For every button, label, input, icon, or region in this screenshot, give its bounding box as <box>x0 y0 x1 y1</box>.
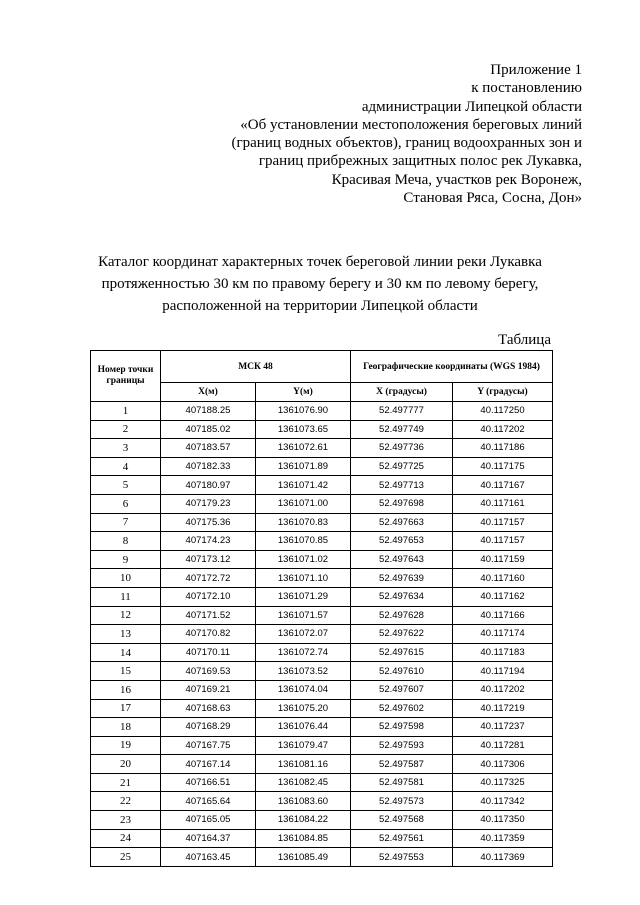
table-row <box>91 532 553 551</box>
table-row <box>91 699 553 718</box>
x-degrees-cell: 52.497643 <box>351 550 453 569</box>
y-meters-cell: 1361071.00 <box>256 494 351 513</box>
appendix-line: границ прибрежных защитных полос рек Лукавка, <box>258 153 582 170</box>
x-meters-cell: 407164.37 <box>161 829 256 848</box>
table-row <box>91 736 553 755</box>
appendix-header <box>162 61 582 207</box>
x-meters-cell: 407172.10 <box>161 587 256 606</box>
x-meters-cell: 407167.75 <box>161 736 256 755</box>
y-degrees-cell: 40.117359 <box>453 829 553 848</box>
header-point-number: Номер точки границы <box>91 351 161 402</box>
x-meters-cell: 407171.52 <box>161 606 256 625</box>
x-meters-cell: 407175.36 <box>161 513 256 532</box>
y-meters-cell: 1361071.57 <box>256 606 351 625</box>
table-row <box>91 402 553 421</box>
y-degrees-cell: 40.117342 <box>453 792 553 811</box>
x-meters-cell: 407163.45 <box>161 848 256 867</box>
y-meters-cell: 1361074.04 <box>256 680 351 699</box>
x-degrees-cell: 52.497663 <box>351 513 453 532</box>
x-degrees-cell: 52.497634 <box>351 587 453 606</box>
y-meters-cell: 1361079.47 <box>256 736 351 755</box>
point-number-cell: 20 <box>91 755 161 774</box>
table-body <box>91 402 553 867</box>
y-degrees-cell: 40.117166 <box>453 606 553 625</box>
y-degrees-cell: 40.117350 <box>453 811 553 830</box>
y-meters-cell: 1361073.65 <box>256 420 351 439</box>
y-degrees-cell: 40.117161 <box>453 494 553 513</box>
x-meters-cell: 407180.97 <box>161 476 256 495</box>
y-degrees-cell: 40.117202 <box>453 420 553 439</box>
appendix-line: администрации Липецкой области <box>361 98 582 115</box>
header-y-degrees: Y (градусы) <box>453 383 553 402</box>
y-degrees-cell: 40.117159 <box>453 550 553 569</box>
catalog-title-line: расположенной на территории Липецкой области <box>162 298 478 314</box>
table-row <box>91 773 553 792</box>
point-number-cell: 19 <box>91 736 161 755</box>
coordinates-table <box>90 350 553 867</box>
x-degrees-cell: 52.497587 <box>351 755 453 774</box>
x-degrees-cell: 52.497736 <box>351 439 453 458</box>
x-degrees-cell: 52.497573 <box>351 792 453 811</box>
table-row <box>91 680 553 699</box>
point-number-cell: 12 <box>91 606 161 625</box>
y-meters-cell: 1361072.61 <box>256 439 351 458</box>
x-degrees-cell: 52.497749 <box>351 420 453 439</box>
header-x-meters: X(м) <box>161 383 256 402</box>
point-number-cell: 9 <box>91 550 161 569</box>
x-meters-cell: 407182.33 <box>161 457 256 476</box>
y-degrees-cell: 40.117237 <box>453 718 553 737</box>
point-number-cell: 2 <box>91 420 161 439</box>
y-meters-cell: 1361075.20 <box>256 699 351 718</box>
y-meters-cell: 1361071.89 <box>256 457 351 476</box>
header-geographic-coordinates: Географические координаты (WGS 1984) <box>351 351 553 383</box>
y-degrees-cell: 40.117162 <box>453 587 553 606</box>
y-degrees-cell: 40.117369 <box>453 848 553 867</box>
y-meters-cell: 1361071.10 <box>256 569 351 588</box>
x-meters-cell: 407173.12 <box>161 550 256 569</box>
point-number-cell: 24 <box>91 829 161 848</box>
x-degrees-cell: 52.497725 <box>351 457 453 476</box>
y-degrees-cell: 40.117183 <box>453 643 553 662</box>
y-meters-cell: 1361085.49 <box>256 848 351 867</box>
point-number-cell: 6 <box>91 494 161 513</box>
table-row <box>91 811 553 830</box>
point-number-cell: 5 <box>91 476 161 495</box>
x-meters-cell: 407168.63 <box>161 699 256 718</box>
y-meters-cell: 1361072.74 <box>256 643 351 662</box>
point-number-cell: 17 <box>91 699 161 718</box>
x-meters-cell: 407165.64 <box>161 792 256 811</box>
y-degrees-cell: 40.117157 <box>453 532 553 551</box>
table-row <box>91 718 553 737</box>
x-meters-cell: 407185.02 <box>161 420 256 439</box>
y-degrees-cell: 40.117175 <box>453 457 553 476</box>
x-meters-cell: 407170.11 <box>161 643 256 662</box>
table-row <box>91 662 553 681</box>
header-msk48: МСК 48 <box>161 351 351 383</box>
y-degrees-cell: 40.117160 <box>453 569 553 588</box>
x-meters-cell: 407170.82 <box>161 625 256 644</box>
y-degrees-cell: 40.117174 <box>453 625 553 644</box>
table-row <box>91 550 553 569</box>
x-meters-cell: 407169.21 <box>161 680 256 699</box>
header-x-degrees: X (градусы) <box>351 383 453 402</box>
y-meters-cell: 1361071.02 <box>256 550 351 569</box>
point-number-cell: 21 <box>91 773 161 792</box>
catalog-title <box>70 251 570 317</box>
table-row <box>91 420 553 439</box>
y-degrees-cell: 40.117157 <box>453 513 553 532</box>
x-degrees-cell: 52.497622 <box>351 625 453 644</box>
table-row <box>91 755 553 774</box>
appendix-line: (границ водных объектов), границ водоохранных зон и <box>231 135 582 152</box>
table-row <box>91 848 553 867</box>
point-number-cell: 8 <box>91 532 161 551</box>
point-number-cell: 22 <box>91 792 161 811</box>
x-degrees-cell: 52.497607 <box>351 680 453 699</box>
y-meters-cell: 1361081.16 <box>256 755 351 774</box>
x-degrees-cell: 52.497777 <box>351 402 453 421</box>
x-meters-cell: 407166.51 <box>161 773 256 792</box>
appendix-line: Приложение 1 <box>490 62 582 78</box>
appendix-line: Красивая Меча, участков рек Воронеж, <box>331 171 582 188</box>
x-degrees-cell: 52.497653 <box>351 532 453 551</box>
x-degrees-cell: 52.497553 <box>351 848 453 867</box>
table-row <box>91 643 553 662</box>
point-number-cell: 16 <box>91 680 161 699</box>
x-degrees-cell: 52.497610 <box>351 662 453 681</box>
x-degrees-cell: 52.497698 <box>351 494 453 513</box>
x-meters-cell: 407174.23 <box>161 532 256 551</box>
y-meters-cell: 1361071.42 <box>256 476 351 495</box>
x-degrees-cell: 52.497602 <box>351 699 453 718</box>
table-row <box>91 476 553 495</box>
y-meters-cell: 1361070.83 <box>256 513 351 532</box>
point-number-cell: 7 <box>91 513 161 532</box>
point-number-cell: 25 <box>91 848 161 867</box>
y-meters-cell: 1361073.52 <box>256 662 351 681</box>
y-degrees-cell: 40.117306 <box>453 755 553 774</box>
y-meters-cell: 1361072.07 <box>256 625 351 644</box>
x-degrees-cell: 52.497598 <box>351 718 453 737</box>
table-row <box>91 625 553 644</box>
y-degrees-cell: 40.117250 <box>453 402 553 421</box>
x-meters-cell: 407169.53 <box>161 662 256 681</box>
y-degrees-cell: 40.117202 <box>453 680 553 699</box>
x-degrees-cell: 52.497581 <box>351 773 453 792</box>
table-row <box>91 513 553 532</box>
x-meters-cell: 407188.25 <box>161 402 256 421</box>
point-number-cell: 15 <box>91 662 161 681</box>
x-degrees-cell: 52.497628 <box>351 606 453 625</box>
y-meters-cell: 1361071.29 <box>256 587 351 606</box>
point-number-cell: 11 <box>91 587 161 606</box>
x-degrees-cell: 52.497561 <box>351 829 453 848</box>
point-number-cell: 1 <box>91 402 161 421</box>
y-degrees-cell: 40.117219 <box>453 699 553 718</box>
point-number-cell: 23 <box>91 811 161 830</box>
x-meters-cell: 407179.23 <box>161 494 256 513</box>
y-meters-cell: 1361084.85 <box>256 829 351 848</box>
y-degrees-cell: 40.117194 <box>453 662 553 681</box>
header-y-meters: Y(м) <box>256 383 351 402</box>
y-degrees-cell: 40.117281 <box>453 736 553 755</box>
appendix-line: «Об установлении местоположения береговых линий <box>240 116 582 133</box>
table-row <box>91 792 553 811</box>
x-meters-cell: 407183.57 <box>161 439 256 458</box>
x-meters-cell: 407168.29 <box>161 718 256 737</box>
appendix-line: к постановлению <box>471 80 582 97</box>
y-meters-cell: 1361082.45 <box>256 773 351 792</box>
point-number-cell: 10 <box>91 569 161 588</box>
table-row <box>91 439 553 458</box>
table-row <box>91 457 553 476</box>
x-meters-cell: 407165.05 <box>161 811 256 830</box>
x-degrees-cell: 52.497568 <box>351 811 453 830</box>
x-degrees-cell: 52.497713 <box>351 476 453 495</box>
y-degrees-cell: 40.117325 <box>453 773 553 792</box>
x-degrees-cell: 52.497593 <box>351 736 453 755</box>
y-meters-cell: 1361083.60 <box>256 792 351 811</box>
point-number-cell: 13 <box>91 625 161 644</box>
y-meters-cell: 1361084.22 <box>256 811 351 830</box>
table-row <box>91 494 553 513</box>
table-label: Таблица <box>498 332 551 348</box>
point-number-cell: 3 <box>91 439 161 458</box>
y-meters-cell: 1361070.85 <box>256 532 351 551</box>
appendix-line: Становая Ряса, Сосна, Дон» <box>403 190 582 207</box>
catalog-title-line: Каталог координат характерных точек береговой линии реки Лукавка <box>98 254 542 270</box>
x-degrees-cell: 52.497615 <box>351 643 453 662</box>
table-row <box>91 829 553 848</box>
table-row <box>91 569 553 588</box>
point-number-cell: 14 <box>91 643 161 662</box>
x-degrees-cell: 52.497639 <box>351 569 453 588</box>
y-degrees-cell: 40.117167 <box>453 476 553 495</box>
point-number-cell: 18 <box>91 718 161 737</box>
x-meters-cell: 407167.14 <box>161 755 256 774</box>
x-meters-cell: 407172.72 <box>161 569 256 588</box>
table-row <box>91 587 553 606</box>
y-meters-cell: 1361076.44 <box>256 718 351 737</box>
table-row <box>91 606 553 625</box>
y-meters-cell: 1361076.90 <box>256 402 351 421</box>
catalog-title-line: протяженностью 30 км по правому берегу и 30 км по левому берегу, <box>101 276 539 292</box>
y-degrees-cell: 40.117186 <box>453 439 553 458</box>
point-number-cell: 4 <box>91 457 161 476</box>
